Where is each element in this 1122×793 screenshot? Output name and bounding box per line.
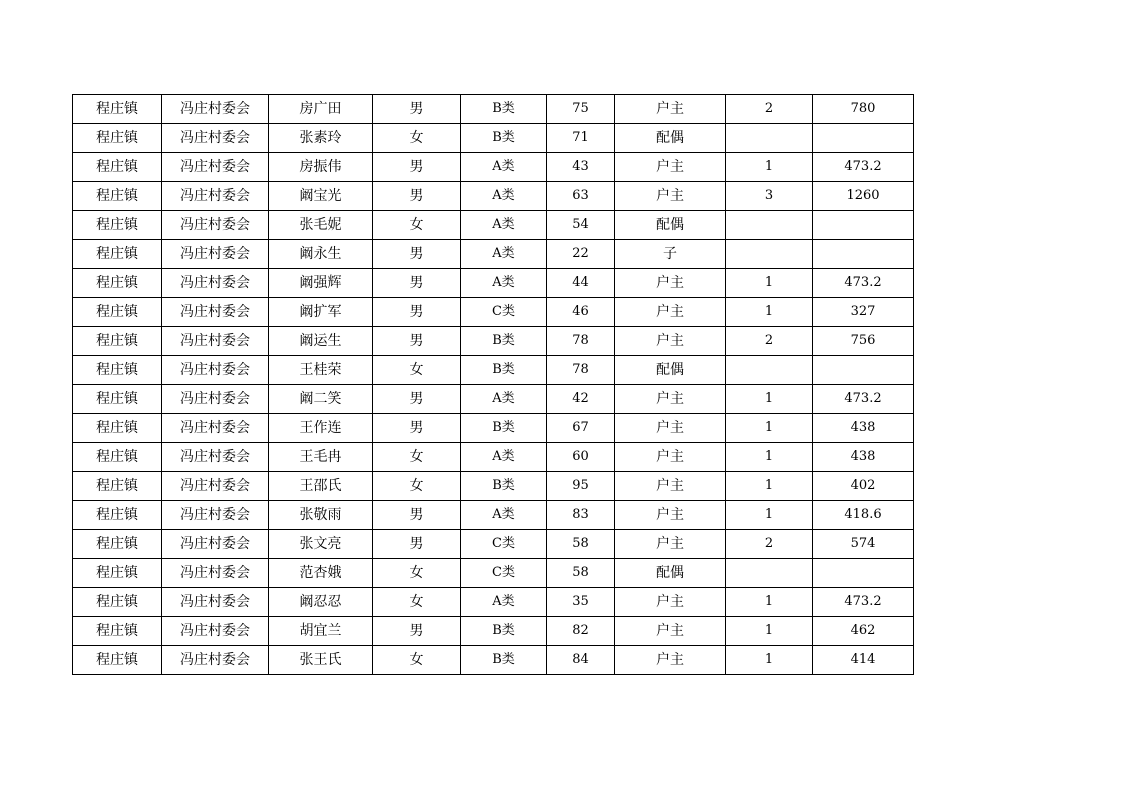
name-cell: 张文亮	[269, 530, 373, 559]
gender-cell: 男	[373, 530, 461, 559]
village-committee-cell: 冯庄村委会	[162, 269, 269, 298]
age-cell: 78	[547, 327, 615, 356]
table-row	[73, 95, 914, 124]
town-cell: 程庄镇	[73, 646, 162, 675]
table-row	[73, 443, 914, 472]
town-cell: 程庄镇	[73, 269, 162, 298]
household-size-cell: 2	[726, 95, 813, 124]
town-cell: 程庄镇	[73, 153, 162, 182]
relation-cell: 子	[615, 240, 726, 269]
category-cell: A类	[461, 501, 547, 530]
category-cell: A类	[461, 269, 547, 298]
name-cell: 王邵氏	[269, 472, 373, 501]
household-size-cell: 1	[726, 153, 813, 182]
household-size-cell	[726, 559, 813, 588]
gender-cell: 女	[373, 211, 461, 240]
household-size-cell: 1	[726, 617, 813, 646]
gender-cell: 男	[373, 95, 461, 124]
village-committee-cell: 冯庄村委会	[162, 385, 269, 414]
town-cell: 程庄镇	[73, 588, 162, 617]
name-cell: 阚扩军	[269, 298, 373, 327]
age-cell: 83	[547, 501, 615, 530]
category-cell: A类	[461, 385, 547, 414]
town-cell: 程庄镇	[73, 298, 162, 327]
name-cell: 张素玲	[269, 124, 373, 153]
town-cell: 程庄镇	[73, 182, 162, 211]
town-cell: 程庄镇	[73, 530, 162, 559]
household-size-cell: 1	[726, 443, 813, 472]
amount-cell	[813, 124, 914, 153]
category-cell: B类	[461, 124, 547, 153]
town-cell: 程庄镇	[73, 240, 162, 269]
table-row	[73, 530, 914, 559]
age-cell: 60	[547, 443, 615, 472]
table-row	[73, 327, 914, 356]
household-size-cell	[726, 211, 813, 240]
age-cell: 44	[547, 269, 615, 298]
household-size-cell	[726, 356, 813, 385]
amount-cell: 327	[813, 298, 914, 327]
relation-cell: 户主	[615, 443, 726, 472]
town-cell: 程庄镇	[73, 414, 162, 443]
gender-cell: 女	[373, 472, 461, 501]
gender-cell: 女	[373, 124, 461, 153]
name-cell: 阚运生	[269, 327, 373, 356]
town-cell: 程庄镇	[73, 443, 162, 472]
relation-cell: 户主	[615, 414, 726, 443]
table-row	[73, 588, 914, 617]
gender-cell: 女	[373, 588, 461, 617]
amount-cell: 756	[813, 327, 914, 356]
age-cell: 71	[547, 124, 615, 153]
roster-table-body	[73, 95, 914, 675]
category-cell: C类	[461, 530, 547, 559]
relation-cell: 户主	[615, 298, 726, 327]
town-cell: 程庄镇	[73, 124, 162, 153]
amount-cell: 402	[813, 472, 914, 501]
age-cell: 84	[547, 646, 615, 675]
table-row	[73, 559, 914, 588]
household-size-cell: 1	[726, 385, 813, 414]
village-committee-cell: 冯庄村委会	[162, 472, 269, 501]
household-size-cell: 2	[726, 530, 813, 559]
amount-cell: 438	[813, 414, 914, 443]
gender-cell: 女	[373, 559, 461, 588]
gender-cell: 男	[373, 617, 461, 646]
amount-cell: 1260	[813, 182, 914, 211]
category-cell: B类	[461, 95, 547, 124]
gender-cell: 男	[373, 298, 461, 327]
relation-cell: 户主	[615, 646, 726, 675]
age-cell: 95	[547, 472, 615, 501]
amount-cell: 438	[813, 443, 914, 472]
table-row	[73, 414, 914, 443]
town-cell: 程庄镇	[73, 559, 162, 588]
town-cell: 程庄镇	[73, 95, 162, 124]
village-committee-cell: 冯庄村委会	[162, 327, 269, 356]
age-cell: 35	[547, 588, 615, 617]
town-cell: 程庄镇	[73, 617, 162, 646]
gender-cell: 男	[373, 153, 461, 182]
relation-cell: 户主	[615, 472, 726, 501]
village-committee-cell: 冯庄村委会	[162, 414, 269, 443]
category-cell: B类	[461, 327, 547, 356]
amount-cell: 780	[813, 95, 914, 124]
roster-table	[72, 94, 914, 675]
relation-cell: 户主	[615, 153, 726, 182]
age-cell: 54	[547, 211, 615, 240]
relation-cell: 户主	[615, 327, 726, 356]
relation-cell: 配偶	[615, 559, 726, 588]
household-size-cell: 1	[726, 588, 813, 617]
age-cell: 75	[547, 95, 615, 124]
household-size-cell: 1	[726, 269, 813, 298]
gender-cell: 男	[373, 414, 461, 443]
category-cell: B类	[461, 646, 547, 675]
table-row	[73, 182, 914, 211]
category-cell: A类	[461, 182, 547, 211]
name-cell: 范杏娥	[269, 559, 373, 588]
town-cell: 程庄镇	[73, 385, 162, 414]
table-row	[73, 269, 914, 298]
village-committee-cell: 冯庄村委会	[162, 501, 269, 530]
town-cell: 程庄镇	[73, 356, 162, 385]
name-cell: 阚二笑	[269, 385, 373, 414]
household-size-cell	[726, 240, 813, 269]
amount-cell	[813, 211, 914, 240]
amount-cell	[813, 356, 914, 385]
gender-cell: 男	[373, 240, 461, 269]
table-row	[73, 356, 914, 385]
amount-cell	[813, 240, 914, 269]
category-cell: B类	[461, 356, 547, 385]
gender-cell: 男	[373, 501, 461, 530]
age-cell: 46	[547, 298, 615, 327]
relation-cell: 户主	[615, 501, 726, 530]
table-row	[73, 124, 914, 153]
relation-cell: 户主	[615, 385, 726, 414]
village-committee-cell: 冯庄村委会	[162, 95, 269, 124]
name-cell: 阚强辉	[269, 269, 373, 298]
name-cell: 王作连	[269, 414, 373, 443]
town-cell: 程庄镇	[73, 327, 162, 356]
age-cell: 42	[547, 385, 615, 414]
town-cell: 程庄镇	[73, 501, 162, 530]
category-cell: A类	[461, 588, 547, 617]
village-committee-cell: 冯庄村委会	[162, 182, 269, 211]
gender-cell: 女	[373, 443, 461, 472]
relation-cell: 户主	[615, 182, 726, 211]
name-cell: 房振伟	[269, 153, 373, 182]
household-size-cell: 1	[726, 414, 813, 443]
age-cell: 58	[547, 530, 615, 559]
household-size-cell: 3	[726, 182, 813, 211]
amount-cell	[813, 559, 914, 588]
name-cell: 王毛冉	[269, 443, 373, 472]
category-cell: C类	[461, 559, 547, 588]
age-cell: 43	[547, 153, 615, 182]
relation-cell: 户主	[615, 95, 726, 124]
town-cell: 程庄镇	[73, 211, 162, 240]
household-size-cell: 1	[726, 472, 813, 501]
name-cell: 阚忍忍	[269, 588, 373, 617]
gender-cell: 女	[373, 646, 461, 675]
relation-cell: 户主	[615, 269, 726, 298]
relation-cell: 配偶	[615, 211, 726, 240]
village-committee-cell: 冯庄村委会	[162, 298, 269, 327]
name-cell: 王桂荣	[269, 356, 373, 385]
category-cell: A类	[461, 211, 547, 240]
household-size-cell	[726, 124, 813, 153]
category-cell: A类	[461, 153, 547, 182]
category-cell: B类	[461, 414, 547, 443]
name-cell: 阚宝光	[269, 182, 373, 211]
amount-cell: 473.2	[813, 269, 914, 298]
amount-cell: 473.2	[813, 588, 914, 617]
relation-cell: 户主	[615, 617, 726, 646]
table-row	[73, 298, 914, 327]
village-committee-cell: 冯庄村委会	[162, 559, 269, 588]
household-size-cell: 1	[726, 298, 813, 327]
amount-cell: 462	[813, 617, 914, 646]
name-cell: 张王氏	[269, 646, 373, 675]
category-cell: A类	[461, 443, 547, 472]
gender-cell: 男	[373, 385, 461, 414]
category-cell: A类	[461, 240, 547, 269]
table-row	[73, 501, 914, 530]
table-row	[73, 472, 914, 501]
name-cell: 阚永生	[269, 240, 373, 269]
household-size-cell: 1	[726, 646, 813, 675]
table-row	[73, 617, 914, 646]
household-size-cell: 2	[726, 327, 813, 356]
village-committee-cell: 冯庄村委会	[162, 240, 269, 269]
gender-cell: 男	[373, 182, 461, 211]
gender-cell: 男	[373, 269, 461, 298]
age-cell: 78	[547, 356, 615, 385]
table-row	[73, 153, 914, 182]
name-cell: 张敬雨	[269, 501, 373, 530]
household-size-cell: 1	[726, 501, 813, 530]
amount-cell: 473.2	[813, 153, 914, 182]
amount-cell: 414	[813, 646, 914, 675]
table-row	[73, 385, 914, 414]
relation-cell: 户主	[615, 588, 726, 617]
village-committee-cell: 冯庄村委会	[162, 153, 269, 182]
amount-cell: 574	[813, 530, 914, 559]
village-committee-cell: 冯庄村委会	[162, 530, 269, 559]
name-cell: 房广田	[269, 95, 373, 124]
table-row	[73, 211, 914, 240]
age-cell: 63	[547, 182, 615, 211]
relation-cell: 配偶	[615, 356, 726, 385]
age-cell: 67	[547, 414, 615, 443]
village-committee-cell: 冯庄村委会	[162, 356, 269, 385]
name-cell: 胡宜兰	[269, 617, 373, 646]
gender-cell: 女	[373, 356, 461, 385]
category-cell: B类	[461, 617, 547, 646]
category-cell: B类	[461, 472, 547, 501]
relation-cell: 配偶	[615, 124, 726, 153]
table-row	[73, 646, 914, 675]
village-committee-cell: 冯庄村委会	[162, 617, 269, 646]
town-cell: 程庄镇	[73, 472, 162, 501]
village-committee-cell: 冯庄村委会	[162, 211, 269, 240]
village-committee-cell: 冯庄村委会	[162, 588, 269, 617]
village-committee-cell: 冯庄村委会	[162, 443, 269, 472]
amount-cell: 473.2	[813, 385, 914, 414]
amount-cell: 418.6	[813, 501, 914, 530]
table-row	[73, 240, 914, 269]
age-cell: 82	[547, 617, 615, 646]
age-cell: 22	[547, 240, 615, 269]
village-committee-cell: 冯庄村委会	[162, 124, 269, 153]
village-committee-cell: 冯庄村委会	[162, 646, 269, 675]
relation-cell: 户主	[615, 530, 726, 559]
category-cell: C类	[461, 298, 547, 327]
age-cell: 58	[547, 559, 615, 588]
name-cell: 张毛妮	[269, 211, 373, 240]
gender-cell: 男	[373, 327, 461, 356]
